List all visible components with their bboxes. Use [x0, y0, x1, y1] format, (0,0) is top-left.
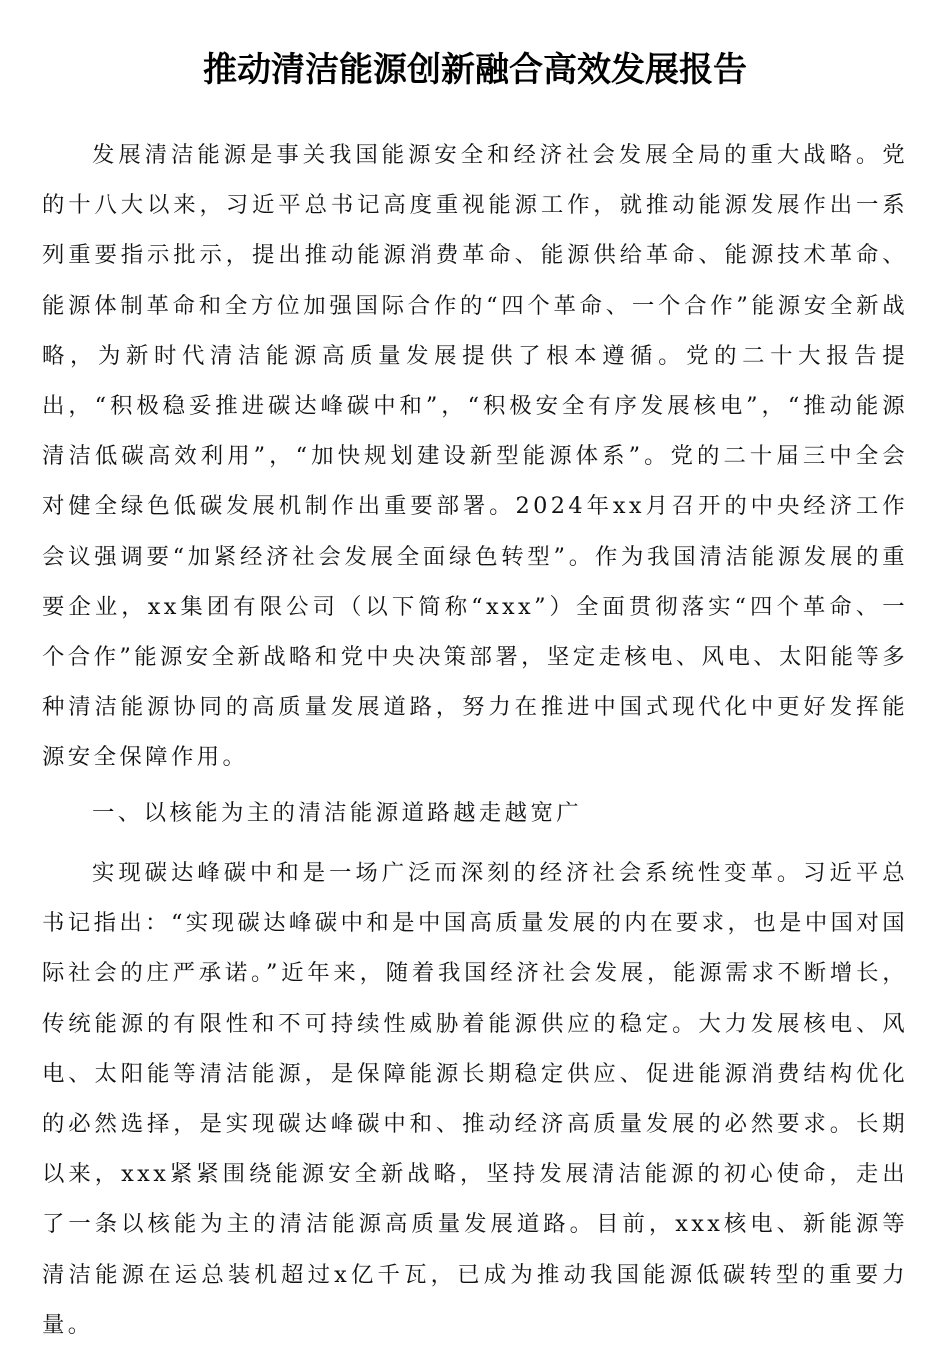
intro-paragraph: 发展清洁能源是事关我国能源安全和经济社会发展全局的重大战略。党的十八大以来，习近平总书记高度重视能源工作，就推动能源发展作出一系列重要指示批示，提出推动能源消费革命、能源供给革命、能源技术革命、能源体制革命和全方位加强国际合作的“四个革命、一个合作”能源安全新战略，为新时代清洁能源高质量发展提供了根本遵循。党的二十大报告提出，“积极稳妥推进碳达峰碳中和”，“积极安全有序发展核电”，“推动能源清洁低碳高效利用”，“加快规划建设新型能源体系”。党的二十届三中全会对健全绿色低碳发展机制作出重要部署。2024年xx月召开的中央经济工作会议强调要“加紧经济社会发展全面绿色转型”。作为我国清洁能源发展的重要企业，xx集团有限公司（以下简称“xxx”）全面贯彻落实“四个革命、一个合作”能源安全新战略和党中央决策部署，坚定走核电、风电、太阳能等多种清洁能源协同的高质量发展道路，努力在推进中国式现代化中更好发挥能源安全保障作用。: [42, 142, 908, 771]
section-paragraph: 实现碳达峰碳中和是一场广泛而深刻的经济社会系统性变革。习近平总书记指出：“实现碳达峰碳中和是中国高质量发展的内在要求，也是中国对国际社会的庄严承诺。”近年来，随着我国经济社会发展，能源需求不断增长，传统能源的有限性和不可持续性威胁着能源供应的稳定。大力发展核电、风电、太阳能等清洁能源，是保障能源长期稳定供应、促进能源消费结构优化的必然选择，是实现碳达峰碳中和、推动经济高质量发展的必然要求。长期以来，xxx紧紧围绕能源安全新战略，坚持发展清洁能源的初心使命，走出了一条以核能为主的清洁能源高质量发展道路。目前，xxx核电、新能源等清洁能源在运总装机超过x亿千瓦，已成为推动我国能源低碳转型的重要力量。: [42, 860, 908, 1338]
section-heading: 一、以核能为主的清洁能源道路越走越宽广: [92, 800, 583, 826]
document-title: 推动清洁能源创新融合高效发展报告: [203, 50, 747, 90]
